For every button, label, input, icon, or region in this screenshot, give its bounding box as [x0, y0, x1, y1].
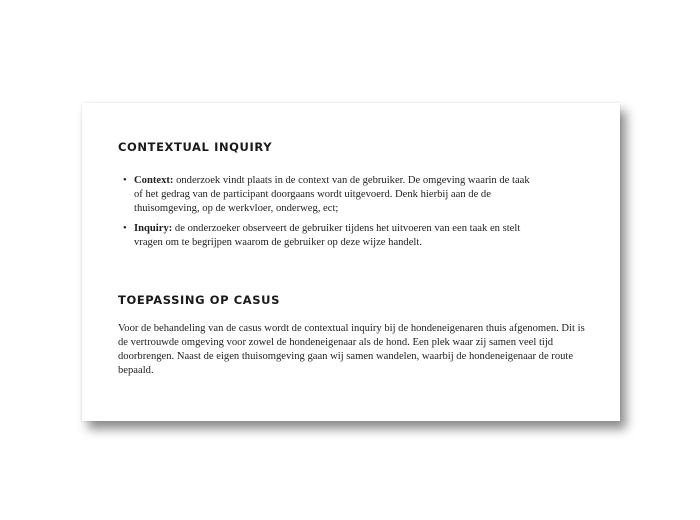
- bullet-icon: •: [123, 175, 127, 186]
- list-item: [118, 174, 538, 216]
- bullet-icon: •: [123, 223, 127, 234]
- term-label: Inquiry:: [134, 223, 173, 234]
- section-title-toepassing-op-casus: TOEPASSING OP CASUS: [118, 293, 280, 307]
- term-description: de onderzoeker observeert de gebruiker tijdens het uitvoeren van een taak en stelt vragen om te begrijpen waarom de gebruiker op deze wijze handelt.: [134, 223, 521, 248]
- document-card: [82, 103, 620, 421]
- list-item: [118, 222, 538, 250]
- term-description: onderzoek vindt plaats in de context van de gebruiker. De omgeving waarin de taak of het gedrag van de participant doorgaans wordt uitgevoerd. Denk hierbij aan de de thuisomgeving, op de werkvloer, onderweg, ect;: [134, 175, 530, 214]
- section-title-contextual-inquiry: CONTEXTUAL INQUIRY: [118, 140, 273, 154]
- body-paragraph: Voor de behandeling van de casus wordt de contextual inquiry bij de hondeneigenaren thuis afgenomen. Dit is de vertrouwde omgeving voor zowel de hondeneigenaar als de hond. Een plek waar zij samen veel tijd doorbrengen. Naast de eigen thuisomgeving gaan wij samen wandelen, waarbij de hondeneigenaar de route bepaald.: [118, 323, 585, 376]
- definition-list: [118, 174, 538, 256]
- term-label: Context:: [134, 175, 174, 186]
